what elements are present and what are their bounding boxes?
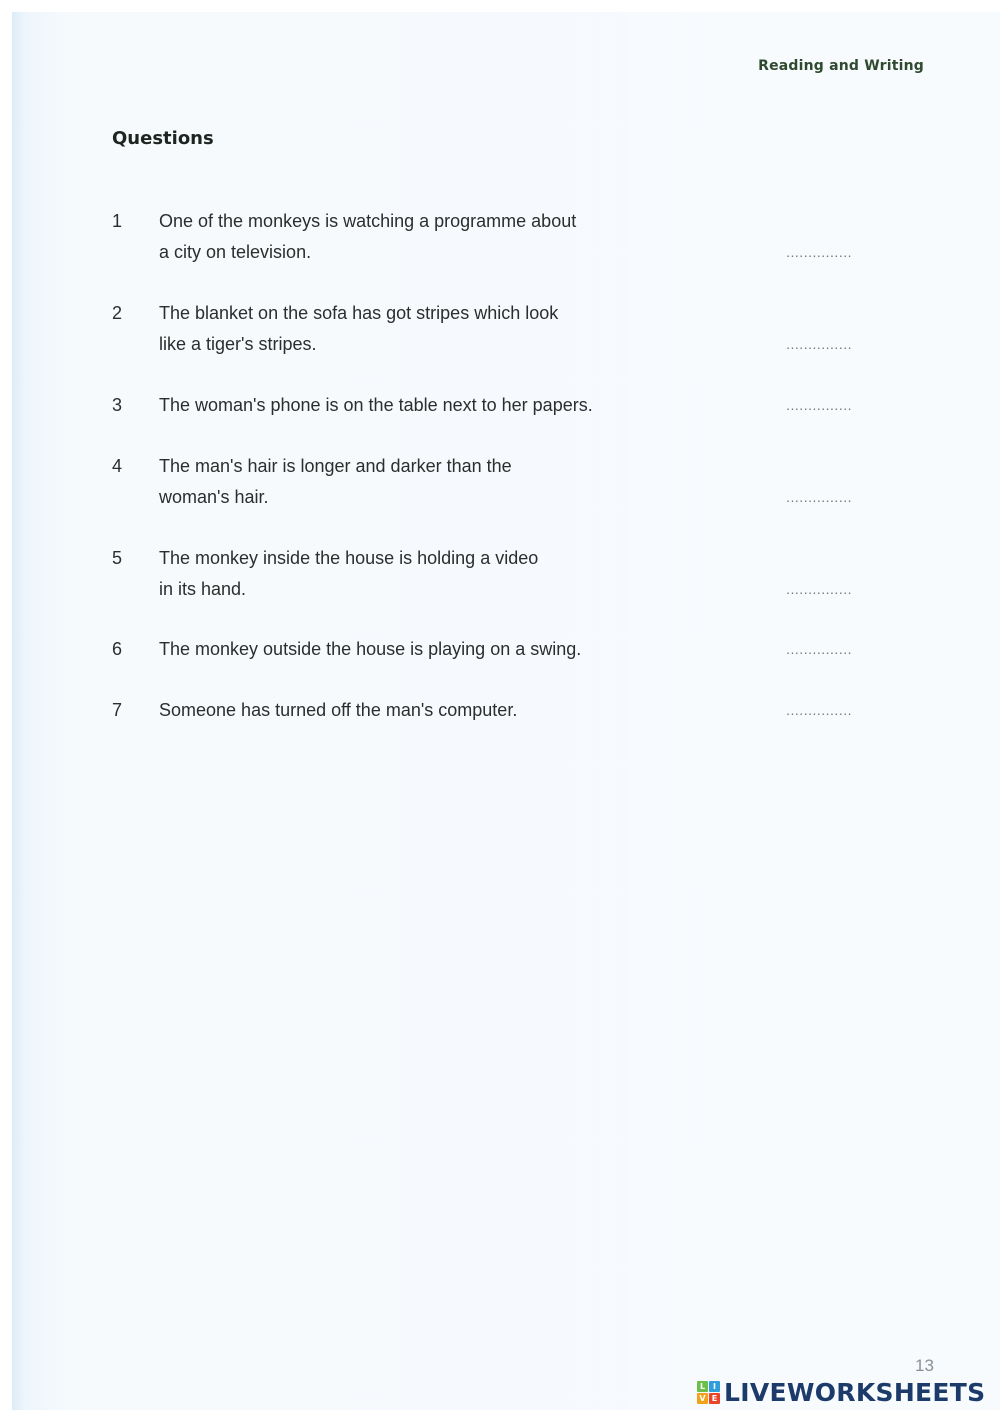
- question-item: [112, 298, 852, 360]
- page-title: Questions: [112, 128, 214, 149]
- question-number: 4: [112, 456, 123, 476]
- question-item: [112, 634, 852, 665]
- question-number: 7: [112, 700, 123, 720]
- live-blocks-icon: L I V E: [697, 1381, 720, 1404]
- answer-field[interactable]: [736, 482, 852, 513]
- answer-field[interactable]: [736, 390, 852, 421]
- question-text: The woman's phone is on the table next to her papers.: [159, 395, 593, 415]
- question-text: The monkey inside the house is holding a video in its hand.: [159, 548, 539, 599]
- liveworksheets-logo: [697, 1378, 985, 1407]
- question-text: One of the monkeys is watching a programme about a city on television.: [159, 211, 577, 262]
- question-number: 1: [112, 211, 123, 231]
- answer-field[interactable]: [736, 237, 852, 268]
- question-text: The blanket on the sofa has got stripes which look like a tiger's stripes.: [159, 303, 559, 354]
- question-text: The monkey outside the house is playing on a swing.: [159, 639, 582, 659]
- answer-field[interactable]: [736, 574, 852, 605]
- question-item: [112, 451, 852, 513]
- worksheet-page: [12, 12, 1000, 1410]
- question-item: [112, 206, 852, 268]
- question-text: The man's hair is longer and darker than the woman's hair.: [159, 456, 512, 507]
- question-number: 2: [112, 303, 123, 323]
- question-item: [112, 390, 852, 421]
- question-number: 3: [112, 395, 123, 415]
- question-item: [112, 543, 852, 605]
- logo-text: LIVEWORKSHEETS: [724, 1378, 986, 1407]
- question-number: 5: [112, 548, 123, 568]
- question-number: 6: [112, 639, 123, 659]
- page-number: 13: [915, 1356, 934, 1375]
- answer-field[interactable]: [736, 329, 852, 360]
- answer-field[interactable]: [736, 695, 852, 726]
- section-header: Reading and Writing: [758, 58, 924, 74]
- answer-field[interactable]: [736, 634, 852, 665]
- question-item: [112, 695, 852, 726]
- question-text: Someone has turned off the man's computer.: [159, 700, 518, 720]
